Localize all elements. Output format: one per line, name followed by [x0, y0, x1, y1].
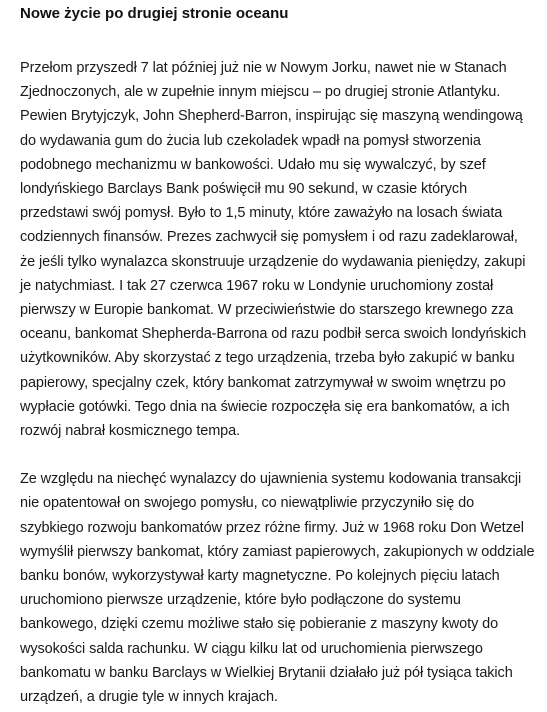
- article-paragraph-1: Przełom przyszedł 7 lat później już nie w Nowym Jorku, nawet nie w Stanach Zjednoczonych, ale w zupełnie innym miejscu – po drugiej stronie Atlantyku. Pewien Brytyjczyk, John Shepherd-Barron, inspirując się maszyną wendingową do wydawania gum do żucia lub czekoladek wpadł na pomysł stworzenia podobnego mechanizmu w bankowości. Udało mu się wywalczyć, by szef londyńskiego Barclays Bank poświęcił mu 90 sekund, w czasie których przedstawi swój pomysł. Było to 1,5 minuty, które zaważyło na losach świata codziennych finansów. Prezes zachwycił się pomysłem i od razu zadeklarował, że jeśli tylko wynalazca skonstruuje urządzenie do wydawania pieniędzy, zakupi je natychmiast. I tak 27 czerwca 1967 roku w Londynie uruchomiony został pierwszy w Europie bankomat. W przeciwieństwie do starszego krewnego zza oceanu, bankomat Shepherda-Barrona od razu podbił serca swoich londyńskich użytkowników. Aby skorzystać z tego urządzenia, trzeba było zakupić w banku papierowy, specjalny czek, który bankomat zatrzymywał w swoim wnętrzu po wypłacie gotówki. Tego dnia na świecie rozpoczęła się era bankomatów, a ich rozwój nabrał kosmicznego tempa.: [20, 60, 527, 440]
- article-paragraph-2: Ze względu na niechęć wynalazcy do ujawnienia systemu kodowania transakcji nie opatentował on swojego pomysłu, co niewątpliwie przyczyniło się do szybkiego rozwoju bankomatów przez różne firmy. Już w 1968 roku Don Wetzel wymyślił pierwszy bankomat, który zamiast papierowych, zakupionych w oddziale banku bonów, wykorzystywał karty magnetyczne. Po kolejnych pięciu latach uruchomiono pierwsze urządzenie, które było podłączone do systemu bankowego, dzięki czemu możliwe stało się pobieranie z maszyny kwoty do wysokości salda rachunku. W ciągu kilku lat od uruchomienia pierwszego bankomatu w banku Barclays w Wielkiej Brytanii działało już pół tysiąca takich urządzeń, a drugie tyle w innych krajach.: [20, 471, 535, 706]
- article-title: Nowe życie po drugiej stronie oceanu: [20, 5, 289, 22]
- article: [20, 0, 535, 709]
